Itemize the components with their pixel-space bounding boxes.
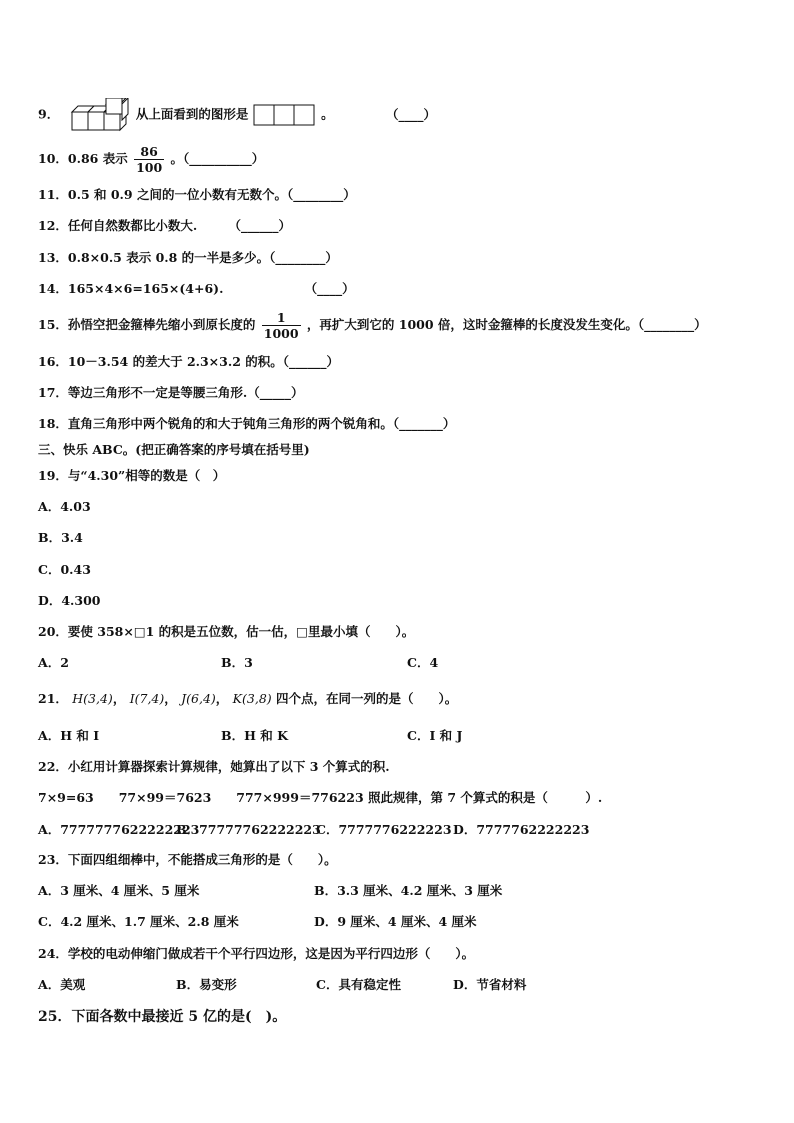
fraction-denominator: 1000: [263, 326, 299, 341]
q9-number: 9．: [38, 106, 60, 122]
fraction-denominator: 100: [136, 160, 163, 175]
q20-option-b[interactable]: B．3: [221, 655, 253, 670]
cube-stack-figure: [70, 98, 132, 132]
question-19: 19．与“4.30”相等的数是（ ）: [38, 468, 226, 483]
separator: ，: [215, 691, 229, 706]
q15-prefix: 15．孙悟空把金箍棒先缩小到原长度的: [38, 317, 256, 332]
q19-option-b[interactable]: B．3.4: [38, 530, 83, 545]
q9-answer-blank[interactable]: （____）: [386, 106, 437, 122]
separator: ，: [164, 691, 177, 706]
question-16: 16．10－3.54 的差大于 2.3×3.2 的积。（______）: [38, 354, 340, 369]
fraction-numerator: 86: [134, 144, 164, 160]
q24-option-d[interactable]: D．节省材料: [453, 977, 527, 992]
question-13: 13．0.8×0.5 表示 0.8 的一半是多少。（________）: [38, 250, 338, 265]
q9-text: 从上面看到的图形是: [135, 106, 249, 122]
q21-option-b[interactable]: B．H 和 K: [221, 728, 288, 743]
separator: ，: [112, 691, 126, 706]
question-17: 17．等边三角形不一定是等腰三角形.（_____）: [38, 385, 304, 400]
q20-option-c[interactable]: C．4: [407, 655, 439, 670]
q22-option-a[interactable]: A．7777777622222223: [38, 822, 200, 837]
q15-suffix: ，再扩大到它的 1000 倍，这时金箍棒的长度没发生变化。（________）: [306, 317, 707, 332]
q22-option-b[interactable]: B．77777762222223: [176, 822, 321, 837]
q9-end: 。: [321, 106, 334, 122]
q10-answer-blank[interactable]: 。（__________）: [170, 151, 265, 166]
q24-option-c[interactable]: C．具有稳定性: [316, 977, 401, 992]
question-18: 18．直角三角形中两个锐角的和大于钝角三角形的两个锐角和。（_______）: [38, 416, 456, 431]
question-24: 24．学校的电动伸缩门做成若干个平行四边形，这是因为平行四边形（ ）。: [38, 946, 475, 961]
q23-option-c[interactable]: C．4.2 厘米、1.7 厘米、2.8 厘米: [38, 914, 239, 929]
q23-option-a[interactable]: A．3 厘米、4 厘米、5 厘米: [38, 883, 200, 898]
q21-suffix: 四个点，在同一列的是（ ）。: [276, 691, 458, 706]
question-20: 20．要使 358×□1 的积是五位数，估一估，□里最小填（ ）。: [38, 624, 415, 639]
question-21: [38, 690, 457, 708]
q21-option-a[interactable]: A．H 和 I: [38, 728, 100, 743]
question-9: [38, 98, 436, 132]
q19-option-d[interactable]: D．4.300: [38, 593, 101, 608]
fraction-numerator: 1: [262, 310, 301, 326]
q22-option-d[interactable]: D．7777762222223: [453, 822, 590, 837]
q23-option-d[interactable]: D．9 厘米、4 厘米、4 厘米: [314, 914, 477, 929]
fraction-86-100: [134, 144, 164, 175]
q21-option-c[interactable]: C．I 和 J: [407, 728, 463, 743]
question-23: 23．下面四组细棒中，不能搭成三角形的是（ ）。: [38, 852, 337, 867]
q23-option-b[interactable]: B．3.3 厘米、4.2 厘米、3 厘米: [314, 883, 503, 898]
point-i: I(7,4): [129, 691, 165, 706]
question-11: 11．0.5 和 0.9 之间的一位小数有无数个。（________）: [38, 187, 356, 202]
q21-number: 21．: [38, 691, 68, 706]
question-12: 12．任何自然数都比小数大. （______）: [38, 218, 291, 233]
q24-option-b[interactable]: B．易变形: [176, 977, 237, 992]
q22-option-c[interactable]: C．7777776222223: [316, 822, 452, 837]
point-h: H(3,4): [72, 691, 113, 706]
q22-pattern-line: 7×9=63 77×99＝7623 777×999＝776223 照此规律，第 7 个算式的积是（ ）.: [38, 790, 603, 805]
question-14: 14．165×4×6=165×(4+6). （____）: [38, 281, 355, 296]
q20-option-a[interactable]: A．2: [38, 655, 69, 670]
q10-prefix: 10．0.86 表示: [38, 151, 128, 166]
top-view-figure: [253, 104, 317, 126]
question-15: [38, 310, 707, 341]
question-22: 22．小红用计算器探索计算规律，她算出了以下 3 个算式的积.: [38, 759, 390, 774]
question-10: [38, 144, 264, 175]
q19-option-c[interactable]: C．0.43: [38, 562, 91, 577]
point-k: K(3,8): [232, 691, 272, 706]
section-heading-3: 三、快乐 ABC。(把正确答案的序号填在括号里): [38, 442, 310, 457]
fraction-1-1000: [262, 310, 301, 341]
point-j: J(6,4): [181, 691, 216, 706]
q19-option-a[interactable]: A．4.03: [38, 499, 91, 514]
q24-option-a[interactable]: A．美观: [38, 977, 86, 992]
question-25: 25．下面各数中最接近 5 亿的是( )。: [38, 1009, 287, 1025]
